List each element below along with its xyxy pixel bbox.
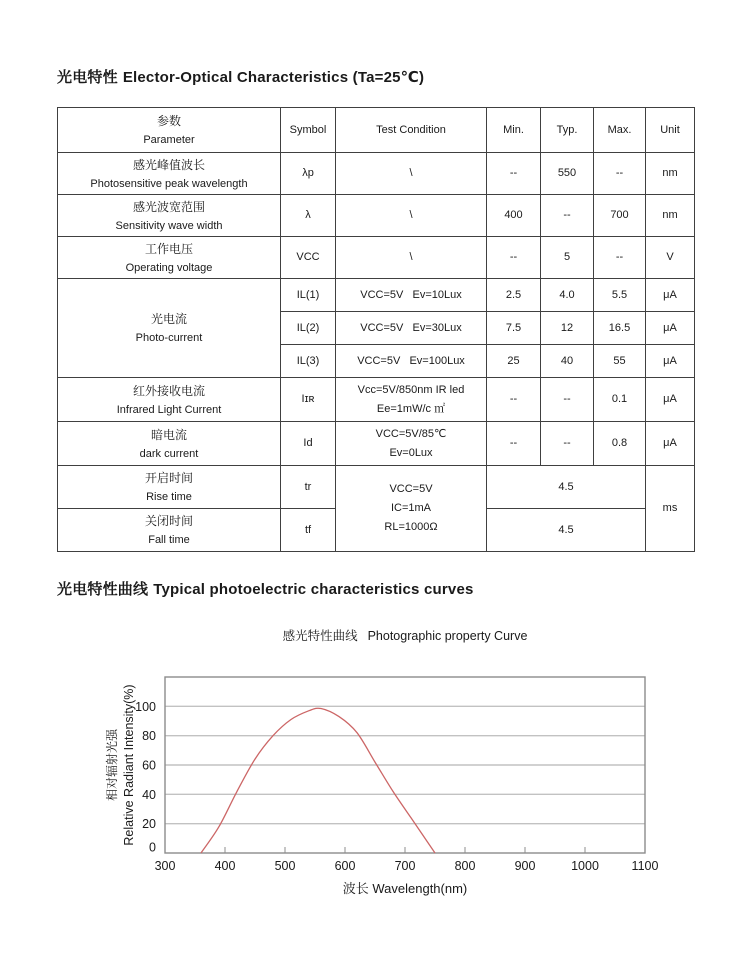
- param-cell: [58, 422, 281, 466]
- param-cell: [58, 509, 281, 552]
- max-cell: 55: [594, 345, 646, 378]
- unit-cell-timing: ms: [646, 466, 695, 552]
- section2-title-zh: 光电特性曲线: [57, 581, 149, 598]
- table-row: [58, 195, 695, 237]
- param-en: Sensitivity wave width: [115, 219, 223, 232]
- condition-cell: \: [336, 237, 487, 279]
- header-condition: Test Condition: [336, 108, 487, 153]
- unit-cell: μA: [646, 279, 695, 312]
- x-axis-title: 波长 Wavelength(nm): [342, 881, 468, 896]
- condition-line1: VCC=5V/85℃: [375, 427, 447, 440]
- y-axis-tick-labels: [135, 700, 156, 855]
- param-zh: 关闭时间: [144, 514, 193, 528]
- y-tick-label: 60: [142, 758, 156, 773]
- symbol-cell: tr: [281, 466, 336, 509]
- section1-title: [57, 66, 424, 87]
- condition-cell: \: [336, 195, 487, 237]
- header-max: Max.: [594, 108, 646, 153]
- max-cell: 0.1: [594, 378, 646, 422]
- param-cell-photocurrent: [58, 279, 281, 378]
- min-cell: --: [487, 422, 541, 466]
- param-en: dark current: [139, 447, 199, 460]
- param-cell: [58, 237, 281, 279]
- value-cell-fall: 4.5: [487, 509, 646, 552]
- param-zh: 工作电压: [144, 241, 193, 256]
- max-cell: 0.8: [594, 422, 646, 466]
- typ-cell: 4.0: [541, 279, 594, 312]
- condition-cell: VCC=5V Ev=100Lux: [336, 345, 487, 378]
- response-curve: [201, 708, 435, 853]
- y-tick-label: 80: [142, 729, 156, 744]
- condition-cell: [336, 422, 487, 466]
- symbol-cell: λ: [281, 195, 336, 237]
- symbol-cell: Iɪʀ: [281, 378, 336, 422]
- table-row: [58, 466, 695, 509]
- param-en: Fall time: [148, 534, 190, 546]
- min-cell: --: [487, 237, 541, 279]
- condition-line3: RL=1000Ω: [384, 521, 438, 533]
- x-tick-label: 1000: [571, 859, 599, 873]
- table-header-row: [58, 108, 695, 153]
- symbol-cell: λp: [281, 153, 336, 195]
- x-tick-label: 1100: [631, 859, 659, 873]
- min-cell: --: [487, 378, 541, 422]
- spectral-response-chart: [80, 655, 660, 905]
- param-en: Infrared Light Current: [116, 403, 222, 416]
- y-tick-label: 0: [149, 840, 156, 855]
- chart-title: [165, 626, 645, 644]
- condition-cell: \: [336, 153, 487, 195]
- x-tick-label: 600: [334, 859, 356, 873]
- typ-cell: --: [541, 422, 594, 466]
- max-cell: --: [594, 237, 646, 279]
- max-cell: 16.5: [594, 312, 646, 345]
- condition-cell-timing: [336, 466, 487, 552]
- table-row: [58, 153, 695, 195]
- symbol-cell: Id: [281, 422, 336, 466]
- section1-title-zh: 光电特性: [57, 69, 118, 86]
- x-tick-label: 700: [394, 859, 416, 873]
- y-tick-label: 20: [142, 817, 156, 832]
- param-en: Operating voltage: [125, 261, 213, 274]
- unit-cell: μA: [646, 422, 695, 466]
- symbol-cell: IL(3): [281, 345, 336, 378]
- section2-title: [57, 578, 474, 599]
- symbol-cell: tf: [281, 509, 336, 552]
- typ-cell: --: [541, 195, 594, 237]
- y-axis-title-zh: 相对辐射光强: [105, 728, 119, 802]
- header-symbol: Symbol: [281, 108, 336, 153]
- condition-cell: VCC=5V Ev=30Lux: [336, 312, 487, 345]
- min-cell: 25: [487, 345, 541, 378]
- param-zh: 光电流: [150, 312, 187, 326]
- unit-cell: μA: [646, 345, 695, 378]
- symbol-cell: IL(2): [281, 312, 336, 345]
- x-tick-label: 500: [274, 859, 296, 873]
- min-cell: 400: [487, 195, 541, 237]
- y-tick-label: 40: [142, 787, 156, 802]
- condition-cell: VCC=5V Ev=10Lux: [336, 279, 487, 312]
- condition-line2: Ee=1mW/c ㎡: [376, 402, 446, 415]
- x-tick-label: 300: [154, 859, 176, 873]
- horizontal-gridlines: [165, 706, 645, 823]
- x-axis-ticks: [225, 847, 585, 853]
- condition-line2: IC=1mA: [390, 502, 432, 514]
- x-tick-label: 900: [514, 859, 536, 873]
- condition-cell: [336, 378, 487, 422]
- condition-line2: Ev=0Lux: [389, 446, 433, 459]
- param-zh: 感光波宽范围: [132, 199, 205, 214]
- chart-title-en: Photographic property Curve: [367, 629, 528, 643]
- table-row: [58, 279, 695, 312]
- min-cell: --: [487, 153, 541, 195]
- x-tick-label: 400: [214, 859, 236, 873]
- param-zh: 感光峰值波长: [132, 157, 205, 172]
- value-cell-rise: 4.5: [487, 466, 646, 509]
- typ-cell: 40: [541, 345, 594, 378]
- typ-cell: 550: [541, 153, 594, 195]
- eo-characteristics-table: [57, 107, 695, 552]
- param-cell: [58, 466, 281, 509]
- header-typ: Typ.: [541, 108, 594, 153]
- unit-cell: nm: [646, 153, 695, 195]
- param-cell: [58, 378, 281, 422]
- header-unit: Unit: [646, 108, 695, 153]
- max-cell: 5.5: [594, 279, 646, 312]
- param-zh: 开启时间: [144, 471, 193, 485]
- header-parameter-en: Parameter: [143, 134, 195, 146]
- x-axis-tick-labels: [155, 859, 659, 873]
- param-en: Photosensitive peak wavelength: [90, 177, 248, 190]
- unit-cell: V: [646, 237, 695, 279]
- header-parameter-zh: 参数: [156, 114, 181, 128]
- table-row: [58, 422, 695, 466]
- max-cell: --: [594, 153, 646, 195]
- unit-cell: μA: [646, 312, 695, 345]
- typ-cell: 5: [541, 237, 594, 279]
- symbol-cell: IL(1): [281, 279, 336, 312]
- header-min: Min.: [487, 108, 541, 153]
- y-axis-title-en: Relative Radiant Intensity(%): [122, 684, 136, 846]
- y-tick-label: 100: [135, 699, 156, 714]
- param-cell: [58, 153, 281, 195]
- min-cell: 7.5: [487, 312, 541, 345]
- max-cell: 700: [594, 195, 646, 237]
- table-row: [58, 237, 695, 279]
- unit-cell: nm: [646, 195, 695, 237]
- unit-cell: μA: [646, 378, 695, 422]
- table-row: [58, 378, 695, 422]
- typ-cell: --: [541, 378, 594, 422]
- condition-line1: VCC=5V: [389, 483, 433, 495]
- param-cell: [58, 195, 281, 237]
- param-en: Rise time: [146, 491, 192, 503]
- min-cell: 2.5: [487, 279, 541, 312]
- section2-title-en: Typical photoelectric characteristics curves: [153, 581, 474, 598]
- chart-title-zh: 感光特性曲线: [282, 629, 358, 643]
- param-zh: 红外接收电流: [132, 383, 205, 398]
- param-en: Photo-current: [135, 332, 203, 344]
- condition-line1: Vcc=5V/850nm IR led: [357, 383, 465, 396]
- param-zh: 暗电流: [150, 427, 187, 442]
- header-parameter: [58, 108, 281, 153]
- symbol-cell: VCC: [281, 237, 336, 279]
- typ-cell: 12: [541, 312, 594, 345]
- x-tick-label: 800: [454, 859, 476, 873]
- section1-title-en: Elector-Optical Characteristics (Ta=25℃): [122, 69, 425, 86]
